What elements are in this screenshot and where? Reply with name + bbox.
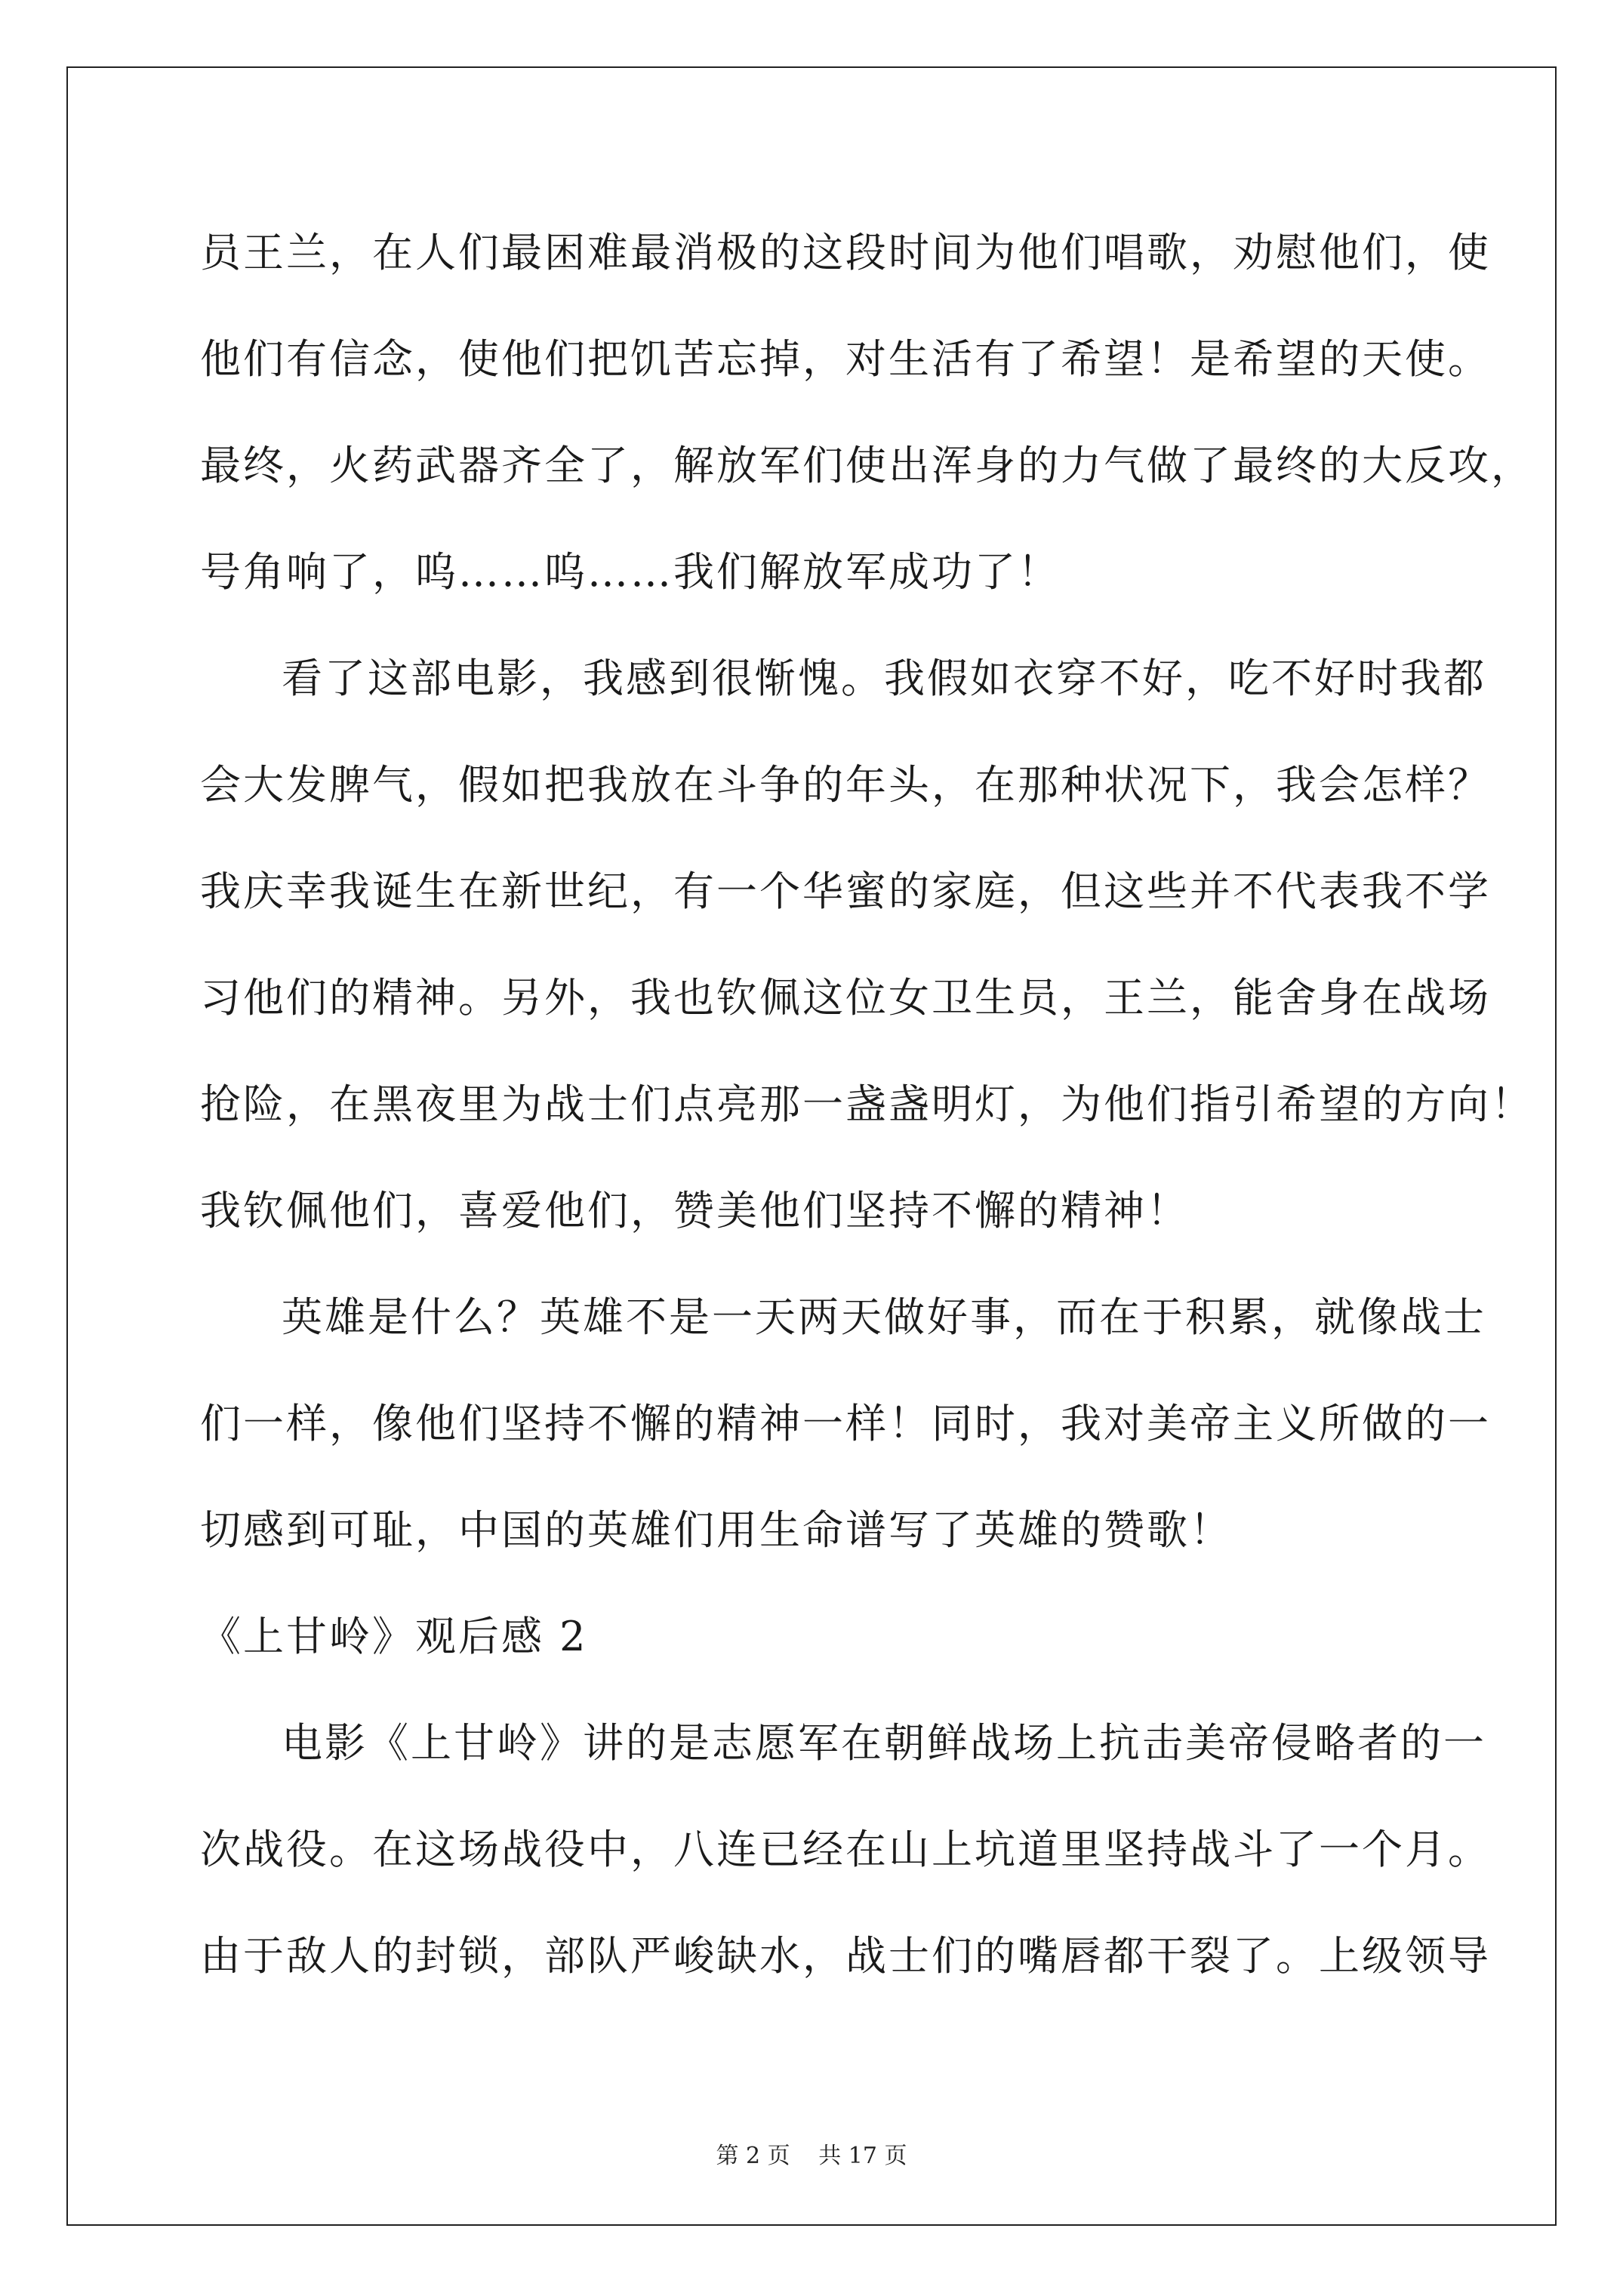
text-line: 员王兰，在人们最困难最消极的这段时间为他们唱歌，劝慰他们，使 [200, 229, 1491, 276]
paragraph-start-line: 英雄是什么？英雄不是一天两天做好事，而在于积累，就像战士 [282, 1293, 1486, 1341]
page-number: 第 2 页 [716, 2143, 790, 2169]
text-line: 由于敌人的封锁，部队严峻缺水，战士们的嘴唇都干裂了。上级领导 [200, 1932, 1491, 1980]
page-footer [0, 2137, 1623, 2170]
text-line: 号角响了，呜……呜……我们解放军成功了！ [200, 548, 1061, 596]
text-line: 次战役。在这场战役中，八连已经在山上坑道里坚持战斗了一个月。 [200, 1826, 1491, 1873]
text-line: 会大发脾气，假如把我放在斗争的年头，在那种状况下，我会怎样？ [200, 761, 1491, 809]
page-total: 共 17 页 [818, 2143, 907, 2169]
document-body [200, 219, 1534, 2029]
text-line: 他们有信念，使他们把饥苦忘掉，对生活有了希望！是希望的天使。 [200, 335, 1491, 383]
text-line: 抢险，在黑夜里为战士们点亮那一盏盏明灯，为他们指引希望的方向！ [200, 1080, 1534, 1128]
text-line: 切感到可耻，中国的英雄们用生命谱写了英雄的赞歌！ [200, 1506, 1233, 1554]
paragraph-start-line: 看了这部电影，我感到很惭愧。我假如衣穿不好，吃不好时我都 [282, 655, 1486, 702]
text-line: 们一样，像他们坚持不懈的精神一样！同时，我对美帝主义所做的一 [200, 1400, 1491, 1447]
text-line: 习他们的精神。另外，我也钦佩这位女卫生员，王兰，能舍身在战场 [200, 974, 1491, 1022]
text-line: 我庆幸我诞生在新世纪，有一个华蜜的家庭，但这些并不代表我不学 [200, 868, 1491, 915]
paragraph-start-line: 电影《上甘岭》讲的是志愿军在朝鲜战场上抗击美帝侵略者的一 [282, 1719, 1486, 1767]
text-line: 我钦佩他们，喜爱他们，赞美他们坚持不懈的精神！ [200, 1187, 1190, 1234]
section-heading: 《上甘岭》观后感 2 [200, 1613, 588, 1660]
text-line: 最终，火药武器齐全了，解放军们使出浑身的力气做了最终的大反攻， [200, 442, 1534, 489]
